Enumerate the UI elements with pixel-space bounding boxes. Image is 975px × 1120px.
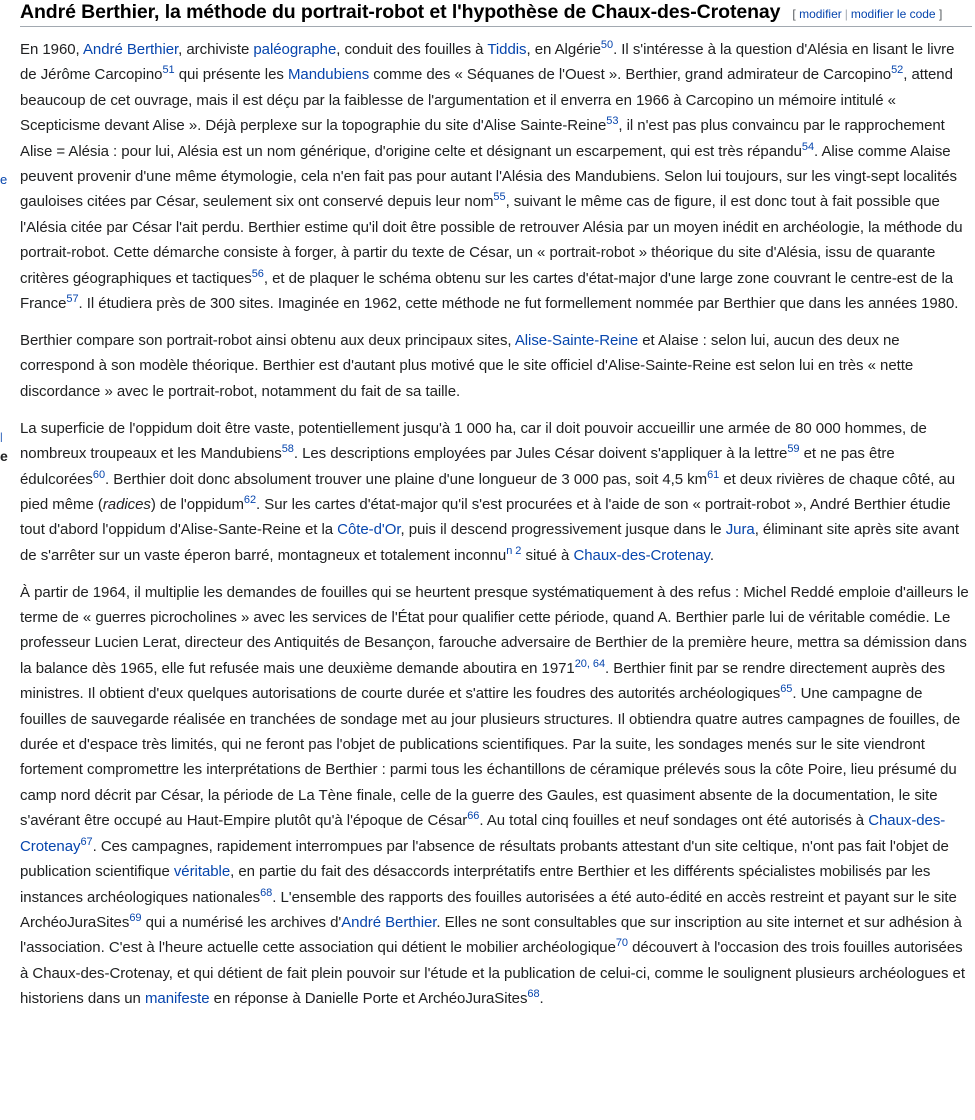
edit-separator: | [844,7,848,21]
footnote-ref[interactable]: 66 [467,810,480,823]
footnote-ref[interactable]: 52 [891,64,904,77]
link-alise-sainte-reine[interactable]: Alise-Sainte-Reine [514,331,639,349]
footnote-ref[interactable]: 53 [606,115,619,128]
footnote-ref[interactable]: 51 [162,64,175,77]
footnote-ref[interactable]: 67 [80,835,93,848]
footnote-ref[interactable]: 54 [801,140,815,153]
footnote-ref[interactable]: 65 [780,683,793,696]
footnote-ref[interactable]: 20, 64 [574,657,606,670]
note-ref[interactable]: n 2 [506,544,522,557]
paragraph-2: Berthier compare son portrait-robot ainsi obtenu aux deux principaux sites, Alise-Sainte-Reine et Alaise : selon lui, aucun des deux ne correspond à son modèle théorique. Berthier est d'autant plus motivé que le site officiel d'Alise-Sainte-Reine est selon lui en très « nette discordance » avec le portrait-robot, notamment du fait de sa taille. [20,331,914,400]
link-tiddis[interactable]: Tiddis [487,41,527,58]
link-jura[interactable]: Jura [725,521,755,539]
link-andre-berthier[interactable]: André Berthier [341,913,437,931]
italic-term: radices [102,495,151,513]
edge-fragment: e [0,172,8,187]
edge-fragment: | [0,432,3,443]
footnote-ref[interactable]: 68 [527,988,540,1001]
edit-source-link[interactable]: modifier le code [850,7,936,21]
link-andre-berthier[interactable]: André Berthier [82,41,179,58]
article-section [20,0,972,1023]
edge-fragment: e [0,448,8,464]
footnote-ref[interactable]: 55 [493,191,506,204]
section-heading [20,0,972,27]
paragraph-1: En 1960, André Berthier, archiviste paléographe, conduit des fouilles à Tiddis, en Algérie$^{50}$. Il s'intéresse à la question d'Alésia en lisant le livre de Jérôme Carcopino$^{51}$ qui présente les Mandubiens comme des « Séquanes de l'Ouest ». Berthier, grand admirateur de Carcopino$^{52}$, attend beaucoup de cet ouvrage, mais il est déçu par la faiblesse de l'argumentation et il enverra en 1966 à Carcopino un mémoire intitulé « Scepticisme devant Alise ». Déjà perplexe sur la topographie du site d'Alise Sainte-Reine$^{53}$, il n'est pas plus convaincu par le rapprochement Alise = Alésia : pour lui, Alésia est un nom générique, d'origine celte et désignant un escarpement, qui est très répandu$^{54}$. Alise comme Alaise peuvent provenir d'une même étymologie, cela n'en fait pas pour autant l'Alésia des Mandubiens. Selon lui toujours, sur les vingt-sept localités gauloises citées par César, seulement six ont conservé depuis leur nom$^{55}$, suivant le même cas de figure, il est donc tout à fait possible que l'Alésia citée par César l'ait perdu. Berthier estime qu'il doit être possible de retrouver Alésia par un moyen inédit en archéologie, la méthode du portrait-robot. Cette démarche consiste à forger, à partir du texte de César, un « portrait-robot » théorique du site d'Alésia, issu de quarante critères géographiques et tactiques$^{56}$, et de plaquer le schéma obtenu sur les cartes d'état-major d'une large zone couvrant le centre-est de la France$^{57}$. Il étudiera près de 300 sites. Imaginée en 1962, cette méthode ne fut formellement nommée par Berthier que dans les années 1980. [20,39,963,313]
link-cote-dor[interactable]: Côte-d'Or [337,521,401,539]
link-manifeste[interactable]: manifeste [144,990,210,1008]
footnote-ref[interactable]: 61 [707,468,720,481]
edit-section-links [792,7,942,21]
footnote-ref[interactable]: 50 [600,39,614,51]
link-mandubiens[interactable]: Mandubiens [287,66,370,84]
link-veritable[interactable]: véritable [173,863,231,881]
link-chaux-des-crotenay[interactable]: Chaux-des-Crotenay [573,546,710,564]
section-title: André Berthier, la méthode du portrait-robot et l'hypothèse de Chaux-des-Crotenay [20,1,781,23]
bracket-open: [ [792,7,796,21]
footnote-ref[interactable]: 68 [260,886,273,899]
bracket-close: ] [938,7,943,21]
footnote-ref[interactable]: 57 [66,293,79,306]
footnote-ref[interactable]: 70 [615,937,628,950]
footnote-ref[interactable]: 69 [129,911,142,924]
link-paleographe[interactable]: paléographe [253,41,337,58]
left-edge-fragments [0,0,10,1120]
footnote-ref[interactable]: 60 [92,468,106,481]
footnote-ref[interactable]: 62 [243,493,257,506]
footnote-ref[interactable]: 58 [281,443,294,456]
paragraph-4: À partir de 1964, il multiplie les demandes de fouilles qui se heurtent presque systématiquement à des refus : Michel Reddé emploie d'ailleurs le terme de « guerres picrocholines » avec les services de l'État pour qualifier cette période, quand A. Berthier parle lui de véritable comédie. Le professeur Lucien Lerat, directeur des Antiquités de Besançon, farouche adversaire de Berthier de la première heure, mettra sa démission dans la balance dès 1965, elle fut refusée mais une deuxième demande aboutira en 1971$^{20, 64}$. Berthier finit par se rendre directement auprès des ministres. Il obtient d'eux quelques autorisations de courte durée et s'attire les foudres des autorités archéologiques$^{65}$. Une campagne de fouilles de sauvegarde réalisée en tranchées de sondage met au jour plusieurs structures. Il obtiendra quatre autres campagnes de fouilles, de durée et d'espace très limités, qui ne feront pas l'objet de publications scientifiques. Par la suite, les sondages menés sur le site viendront fortement compromettre les interprétations de Berthier : parmi tous les échantillons de céramique prélevés sous la côte Poire, lieu présumé du camp nord décrit par César, la période de La Tène finale, celle de la guerre des Gaules, est quasiment absente de la documentation, le site s'avérant être occupé au Haut-Empire plutôt qu'à l'époque de César$^{66}$. Au total cinq fouilles et neuf sondages ont été autorisés à Chaux-des-Crotenay$^{67}$. Ces campagnes, rapidement interrompues par l'absence de résultats probants attestant d'un site celtique, n'ont pas fait l'objet de publication scientifique véritable, en partie du fait des désaccords interprétatifs entre Berthier et les différents spécialistes mobilisés par les instances archéologiques nationales$^{68}$. L'ensemble des rapports des fouilles autorisées a été auto-édité en accès restreint et payant sur le site ArchéoJuraSites$^{69}$ qui a numérisé les archives d'André Berthier. Elles ne sont consultables que sur inscription au site internet et sur adhésion à l'association. C'est à l'heure actuelle cette association qui détient le mobilier archéologique$^{70}$ découvert à l'occasion des trois fouilles autorisées à Chaux-des-Crotenay, et qui détient de fait plein pouvoir sur l'étude et la publication de celui-ci, comme le soulignent plusieurs archéologues et historiens dans un manifeste en réponse à Danielle Porte et ArchéoJuraSites$^{68}$. [20,583,969,1008]
paragraph-3: La superficie de l'oppidum doit être vaste, potentiellement jusqu'à 1 000 ha, car il doit pouvoir accueillir une armée de 80 000 hommes, de nombreux troupeaux et les Mandubiens$^{58}$. Les descriptions employées par Jules César doivent s'appliquer à la lettre$^{59}$ et ne pas être édulcorées$^{60}$. Berthier doit donc absolument trouver une plaine d'une longueur de 3 000 pas, soit 4,5 $km^{61}$ et deux rivières de chaque côté, au pied même (radices) de l'oppidum$^{62}$. Sur les cartes d'état-major qu'il s'est procurées et à l'aide de son « portrait-robot », André Berthier étudie tout d'abord l'oppidum d'Alise-Sante-Reine et la Côte-d'Or, puis il descend progressivement jusque dans le Jura, éliminant site après site avant de s'arrêter sur un vaste éperon barré, montagneux et totalement inconnu$^{n 2}$ situé à Chaux-des-Crotenay. [20,419,959,564]
edit-link[interactable]: modifier [799,7,842,21]
footnote-ref[interactable]: 56 [251,267,264,280]
footnote-ref[interactable]: 59 [787,443,800,456]
link-chaux-des-crotenay[interactable]: Chaux-des-Crotenay [20,812,946,855]
